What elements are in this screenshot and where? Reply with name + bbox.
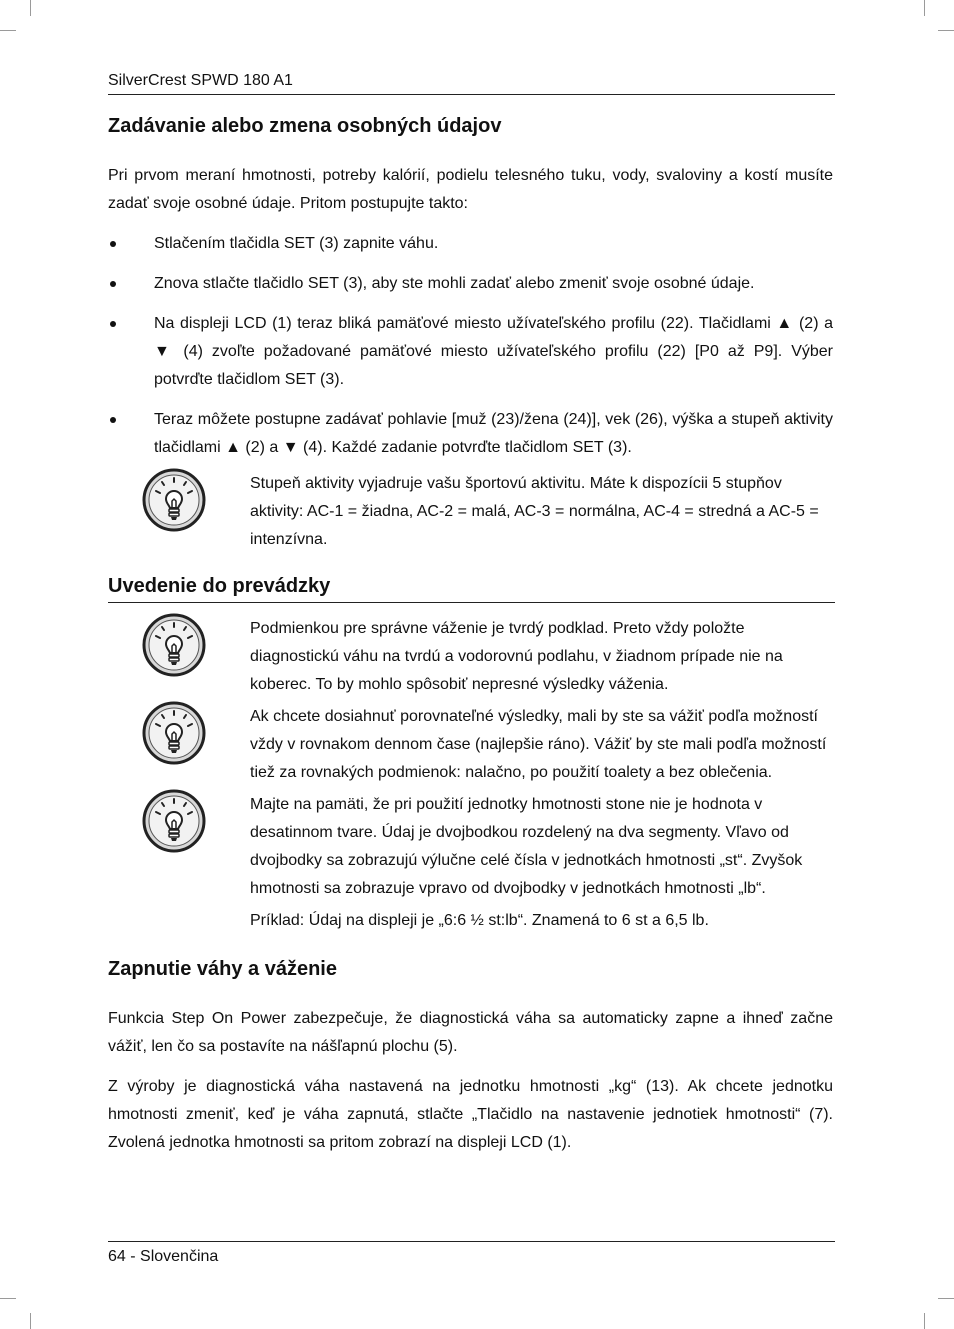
tip-note (108, 470, 833, 554)
bullet-icon (110, 241, 116, 247)
page-footer: 64 - Slovenčina (108, 1241, 835, 1268)
paragraph: Funkcia Step On Power zabezpečuje, že diagnostická váha sa automaticky zapne a ihneď začne vážiť, len čo sa postavíte na nášľapnú plochu (5). (108, 1010, 833, 1055)
lightbulb-icon (142, 613, 206, 677)
crop-mark (30, 0, 31, 16)
section-title-weighing: Zapnutie váhy a váženie (108, 958, 337, 980)
page-header: SilverCrest SPWD 180 A1 (108, 70, 835, 95)
lightbulb-icon (142, 468, 206, 532)
section-title-personal-data: Zadávanie alebo zmena osobných údajov (108, 115, 502, 137)
bullet-icon (110, 321, 116, 327)
paragraph: Z výroby je diagnostická váha nastavená na jednotku hmotnosti „kg“ (13). Ak chcete jednotku hmotnosti zmeniť, keď je váha zapnutá, stlačte „Tlačidlo na nastavenie jednotiek hmotnosti“ (7). Zvolená jednotka hmotnosti sa pritom zobrazí na displeji LCD (1). (108, 1078, 833, 1151)
lightbulb-icon (142, 789, 206, 853)
section-intro: Pri prvom meraní hmotnosti, potreby kalórií, podielu telesného tuku, vody, svaloviny a kostí musíte zadať svoje osobné údaje. Pritom postupujte takto: (108, 167, 833, 212)
list-item: Teraz môžete postupne zadávať pohlavie [muž (23)/žena (24)], vek (26), výška a stupeň aktivity tlačidlami ▲ (2) a ▼ (4). Každé zadanie potvrďte tlačidlom SET (3). (108, 406, 833, 462)
tip-note (108, 791, 833, 935)
crop-mark (0, 30, 16, 31)
crop-mark (938, 1298, 954, 1299)
note-text: Majte na pamäti, že pri použití jednotky hmotnosti stone nie je hodnota v desatinnom tvare. Údaj je dvojbodkou rozdelený na dva segmenty. Vľavo od dvojbodky sa zobrazujú výlučne celé čísla v jednotkách hmotnosti „st“. Zvyšok hmotnosti sa zobrazuje vpravo od dvojbodky v jednotkách hmotnosti „lb“. (250, 796, 803, 897)
section-title-operation: Uvedenie do prevádzky (108, 572, 835, 603)
page-content (108, 112, 833, 1157)
crop-mark (0, 1298, 16, 1299)
crop-mark (938, 30, 954, 31)
list-item: Znova stlačte tlačidlo SET (3), aby ste mohli zadať alebo zmeniť svoje osobné údaje. (108, 270, 833, 298)
tip-note (108, 615, 833, 699)
crop-mark (924, 0, 925, 16)
note-text: Stupeň aktivity vyjadruje vašu športovú aktivitu. Máte k dispozícii 5 stupňov aktivity: AC-1 = žiadna, AC-2 = malá, AC-3 = normálna, AC-4 = stredná a AC-5 = intenzívna. (250, 475, 819, 548)
steps-list (108, 230, 833, 462)
tip-note (108, 703, 833, 787)
list-item: Stlačením tlačidla SET (3) zapnite váhu. (108, 230, 833, 258)
bullet-icon (110, 417, 116, 423)
list-item: Na displeji LCD (1) teraz bliká pamäťové miesto užívateľského profilu (22). Tlačidlami ▲ (2) a ▼ (4) zvoľte požadované pamäťové miesto užívateľského profilu (22) [P0 až P9]. Výber potvrďte tlačidlom SET (3). (108, 310, 833, 394)
lightbulb-icon (142, 701, 206, 765)
crop-mark (30, 1313, 31, 1329)
bullet-icon (110, 281, 116, 287)
note-text: Ak chcete dosiahnuť porovnateľné výsledky, mali by ste sa vážiť podľa možností vždy v rovnakom dennom čase (najlepšie ráno). Vážiť by ste mali podľa možností tiež za rovnakých podmienok: nalačno, po použití toalety a bez oblečenia. (250, 708, 827, 781)
note-example: Príklad: Údaj na displeji je „6:6 ½ st:lb“. Znamená to 6 st a 6,5 lb. (250, 912, 709, 929)
crop-mark (924, 1313, 925, 1329)
note-text: Podmienkou pre správne váženie je tvrdý podklad. Preto vždy položte diagnostickú váhu na tvrdú a vodorovnú podlahu, v žiadnom prípade nie na koberec. To by mohlo spôsobiť nepresné výsledky váženia. (250, 620, 783, 693)
